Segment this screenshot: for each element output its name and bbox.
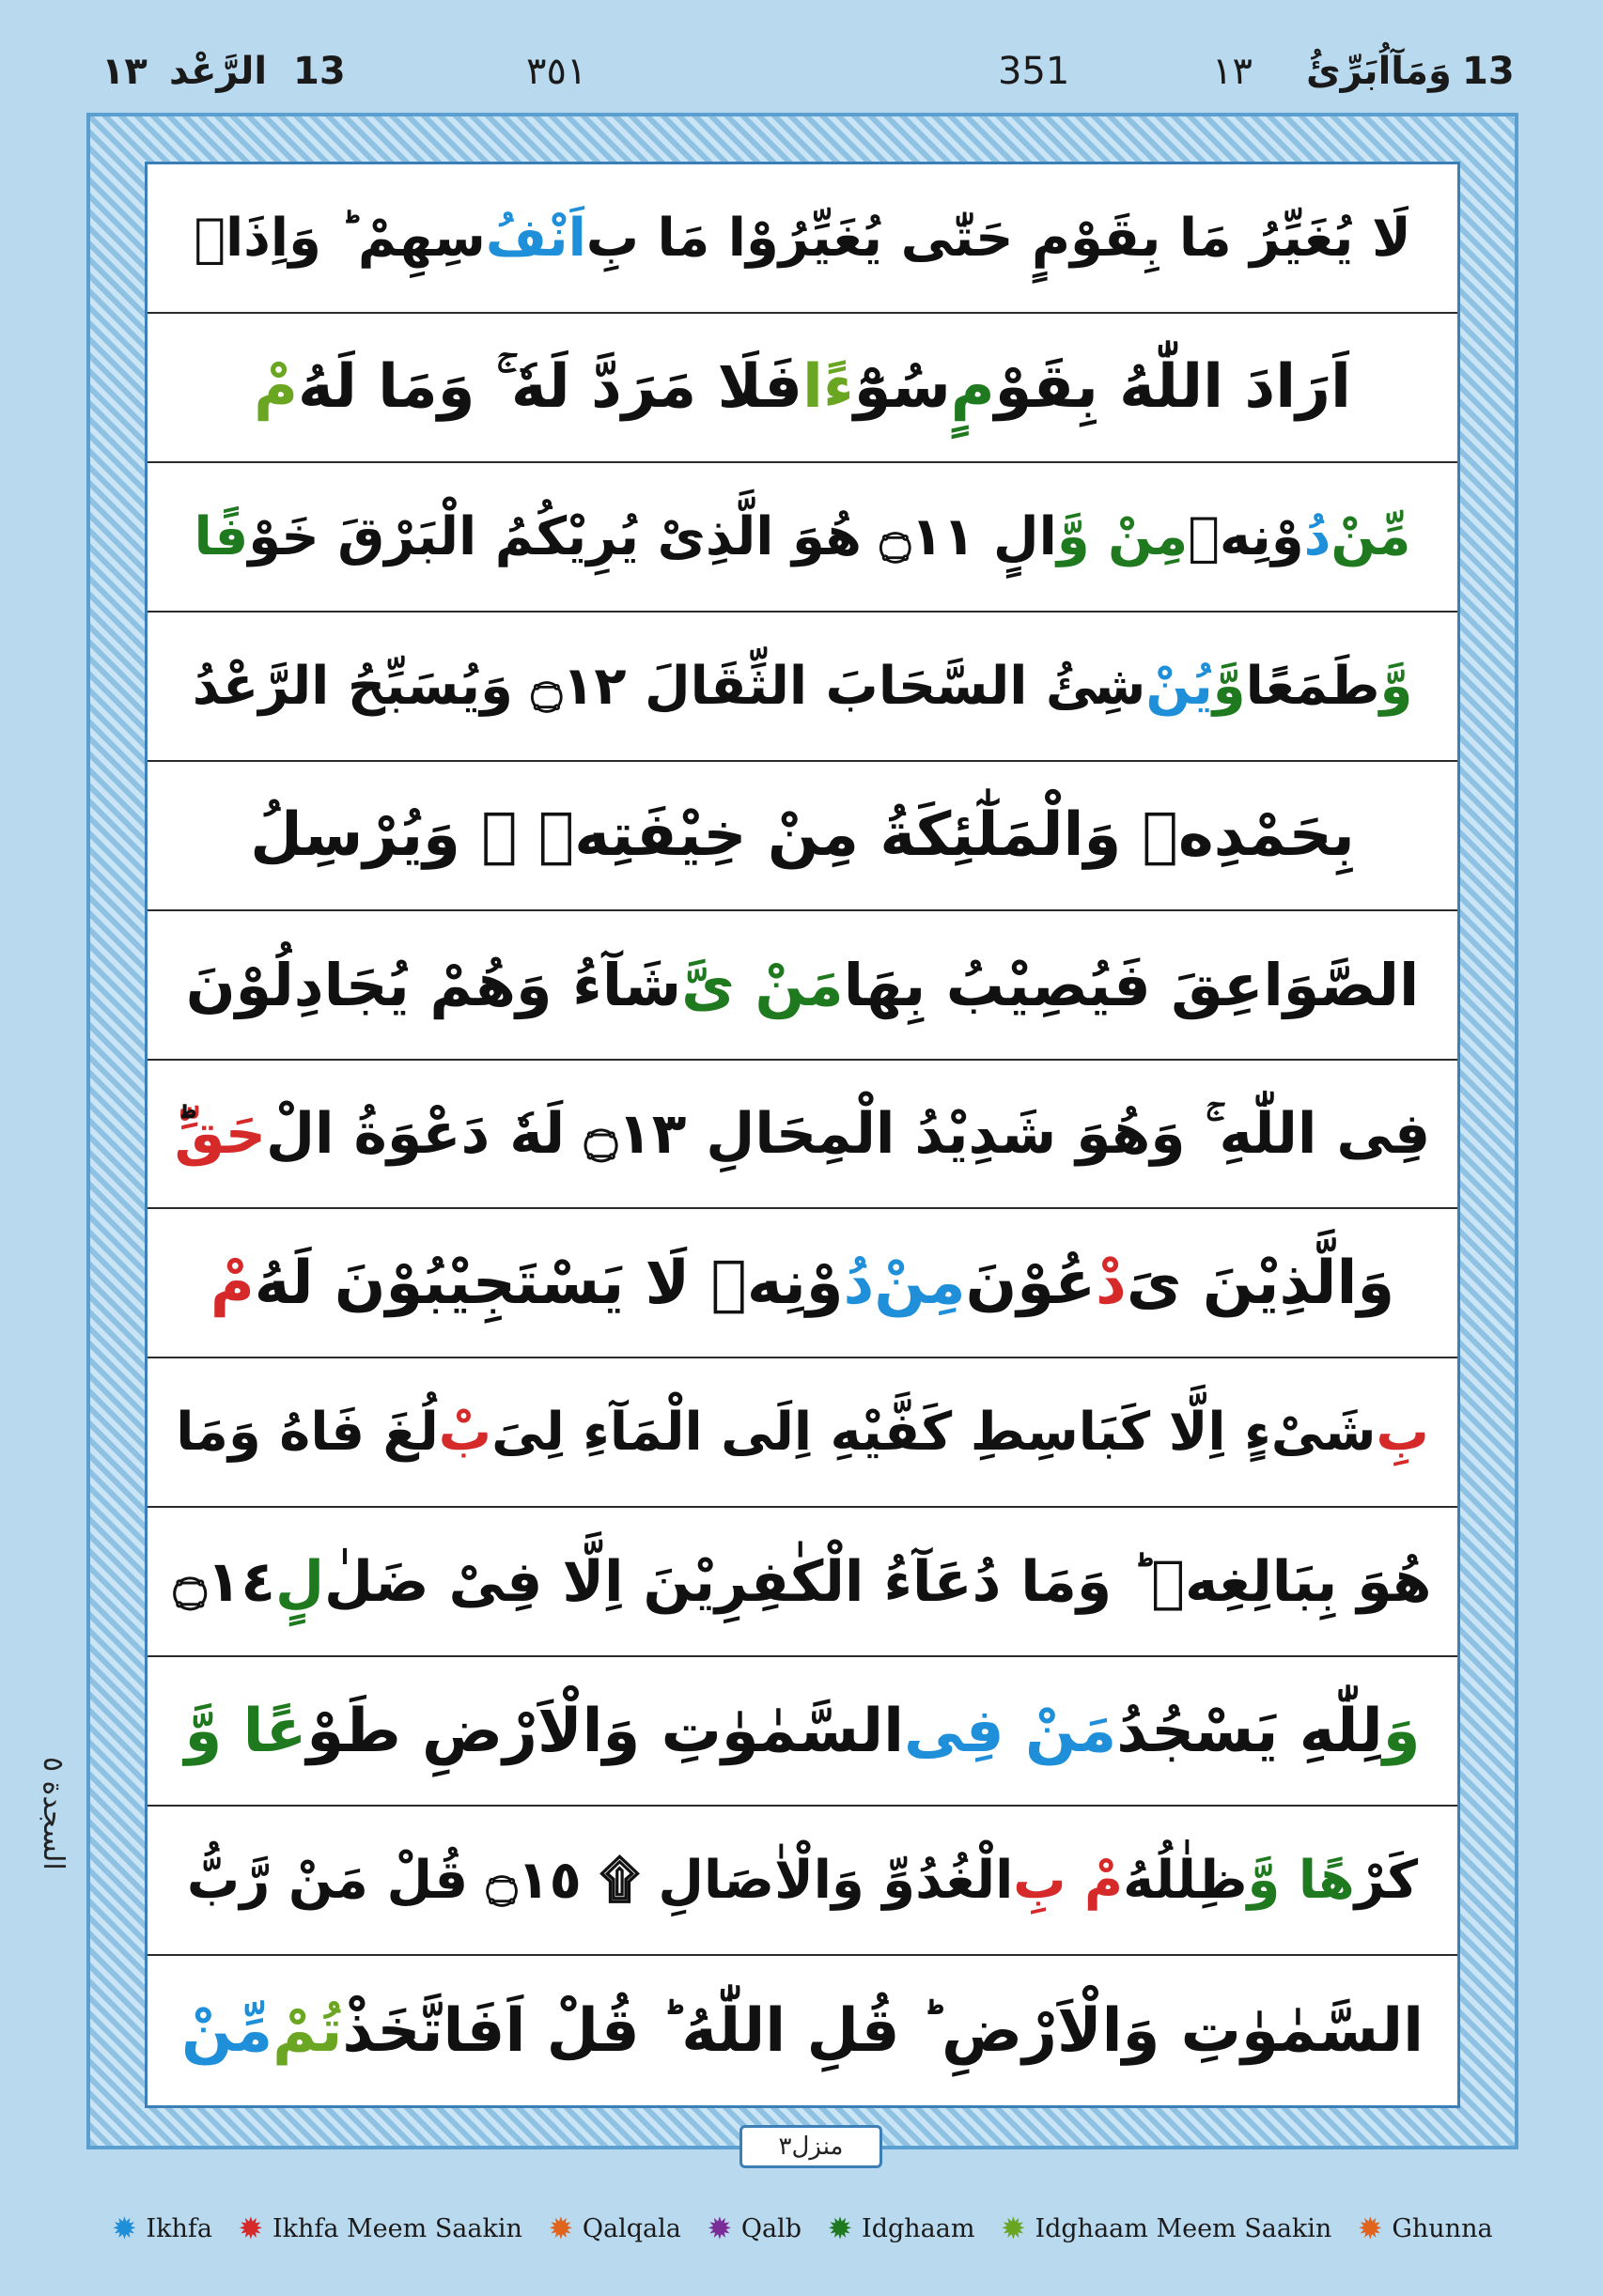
header-right-surah-num-arabic: ١٣ bbox=[101, 50, 148, 93]
verse-segment: هُوَ بِبَالِغِهٖ ؕ وَمَا دُعَآءُ الْكٰفِرِیْنَ اِلَّا فِیْ ضَلٰ bbox=[324, 1548, 1432, 1615]
verse-line bbox=[148, 1508, 1457, 1657]
star-icon: ✹ bbox=[1001, 2211, 1026, 2246]
verse-segment: وْنِهٖ لَا یَسْتَجِیْبُوْنَ لَهُ bbox=[254, 1248, 844, 1318]
sajdah-marginal-note: السجدة ٥ bbox=[37, 1757, 70, 1870]
legend-item bbox=[826, 2211, 975, 2246]
text-panel bbox=[145, 162, 1460, 2108]
star-icon: ✹ bbox=[707, 2211, 733, 2246]
header-right-surah-name: الرَّعْد bbox=[169, 50, 268, 93]
star-icon: ✹ bbox=[112, 2211, 137, 2246]
star-icon: ✹ bbox=[238, 2211, 264, 2246]
star-icon: ✹ bbox=[827, 2211, 853, 2246]
header-right-surah-num: 13 bbox=[293, 50, 346, 93]
star-icon: ✹ bbox=[1357, 2211, 1383, 2246]
ornamental-border bbox=[86, 113, 1518, 2149]
verse-line bbox=[148, 1358, 1457, 1508]
tajweed-legend bbox=[0, 2180, 1603, 2277]
verse-segment: مِّنْ bbox=[180, 1995, 273, 2066]
verse-segment: ءًا bbox=[802, 352, 854, 423]
verse-segment: مٍ bbox=[950, 352, 995, 423]
verse-segment: شَیْءٍ اِلَّا كَبَاسِطِ كَفَّیْهِ اِلَى الْمَآءِ لِیَ bbox=[491, 1402, 1377, 1464]
verse-segment: لِلّٰهِ یَسْجُدُ bbox=[1116, 1696, 1383, 1766]
verse-line bbox=[148, 613, 1457, 762]
verse-segment: مِنْ bbox=[874, 1248, 966, 1318]
verse-line bbox=[148, 164, 1457, 314]
verse-segment: مِّنْ bbox=[1331, 505, 1411, 567]
page-header bbox=[0, 0, 1603, 113]
legend-label: Ikhfa Meem Saakin bbox=[272, 2213, 522, 2243]
verse-segment: طَمَعًا bbox=[1245, 655, 1380, 717]
verse-segment: كَرْ bbox=[1354, 1850, 1419, 1912]
verse-segment: ۝١٤ bbox=[173, 1548, 275, 1615]
verse-segment: لَا يُغَيِّرُ مَا بِقَوْمٍ حَتّٰى يُغَيِّرُوْا مَا بِ bbox=[585, 207, 1411, 269]
verse-segment: السَّمٰوٰتِ وَالْاَرْضِ طَوْ bbox=[306, 1696, 905, 1766]
header-juz-num: 13 bbox=[1462, 50, 1515, 93]
verse-segment: لٍ bbox=[274, 1548, 325, 1615]
verse-segment: سُوْٓ bbox=[853, 352, 951, 423]
verse-segment: یُنْ bbox=[1145, 655, 1213, 717]
verse-segment: الْغُدُوِّ وَالْاٰصَالِ ۩ ۝١٥ قُلْ مَنْ رَّبُّ bbox=[186, 1849, 1014, 1911]
verse-segment: عُوْنَ bbox=[965, 1248, 1097, 1318]
verse-segment: السَّمٰوٰتِ وَالْاَرْضِ ؕ قُلِ اللّٰهُ ؕ قُلْ اَفَاتَّخَذْ bbox=[342, 1995, 1424, 2066]
verse-segment: وْنِهٖ bbox=[1188, 505, 1304, 567]
verse-segment: سِهِمْ ؕ وَاِذَاۤ bbox=[194, 207, 486, 269]
verse-segment: وَّ bbox=[1379, 655, 1413, 717]
legend-label: Idghaam bbox=[862, 2213, 975, 2243]
verse-line bbox=[148, 1061, 1457, 1210]
legend-label: Qalqala bbox=[582, 2213, 681, 2243]
verse-segment: مْ بِ bbox=[1013, 1850, 1124, 1912]
verse-segment: مَنْ فِی bbox=[904, 1696, 1117, 1766]
verse-segment: فِی اللّٰهِ ۚ وَهُوَ شَدِیْدُ الْمِحَالِ ۝١٣ لَهٗ دَعْوَةُ الْ bbox=[265, 1100, 1431, 1167]
verse-segment: بِ bbox=[1376, 1402, 1429, 1464]
legend-item bbox=[237, 2211, 522, 2246]
verse-segment: وَّ bbox=[1212, 655, 1246, 717]
verse-segment: الٍ ۝١١ هُوَ الَّذِیْ یُرِیْكُمُ الْبَرْقَ خَوْ bbox=[248, 505, 1057, 567]
verse-segment: وَالَّذِیْنَ یَ bbox=[1126, 1248, 1395, 1318]
verse-segment: دُ bbox=[1303, 505, 1331, 567]
manzil-badge: منزل٣ bbox=[739, 2125, 882, 2168]
verse-segment: مْ bbox=[254, 352, 298, 423]
verse-segment: تُمْ bbox=[272, 1995, 343, 2066]
verse-segment: مِنْ وَّ bbox=[1056, 505, 1189, 567]
verse-segment: مْ bbox=[210, 1248, 255, 1318]
verse-segment: حَقِّ bbox=[174, 1100, 266, 1167]
verse-line bbox=[148, 1209, 1457, 1358]
verse-segment: دُ bbox=[843, 1248, 875, 1318]
legend-item bbox=[999, 2211, 1332, 2246]
verse-segment: بِحَمْدِهٖ وَالْمَلٰٓئِكَةُ مِنْ خِیْفَتِهٖ ۚ وَیُرْسِلُ bbox=[250, 800, 1355, 871]
verse-segment: هًا وَّ bbox=[1247, 1850, 1355, 1912]
verse-segment: الصَّوَاعِقَ فَیُصِیْبُ بِهَا bbox=[843, 950, 1420, 1019]
verse-segment: وَ bbox=[1382, 1696, 1421, 1766]
verse-segment: ظِلٰلُهُ bbox=[1123, 1850, 1248, 1912]
legend-label: Idghaam Meem Saakin bbox=[1035, 2213, 1332, 2243]
legend-label: Ikhfa bbox=[146, 2213, 212, 2243]
legend-label: Qalb bbox=[740, 2213, 802, 2243]
verse-line bbox=[148, 314, 1457, 463]
verse-segment: شَآءُ وَهُمْ یُجَادِلُوْنَ bbox=[185, 950, 682, 1019]
verse-segment: اَرَادَ اللّٰهُ بِقَوْ bbox=[994, 352, 1351, 423]
verse-line bbox=[148, 911, 1457, 1061]
header-juz-num-arabic: ١٣ bbox=[1212, 50, 1253, 93]
verse-line bbox=[148, 762, 1457, 911]
verse-line bbox=[148, 1657, 1457, 1807]
verse-segment: لُغَ فَاهُ وَمَا bbox=[176, 1402, 439, 1464]
legend-item bbox=[706, 2211, 802, 2246]
header-juz-name: وَمَآاُبَرِّئُ bbox=[1306, 50, 1452, 93]
verse-segment: بْ bbox=[438, 1402, 492, 1464]
legend-label: Ghunna bbox=[1392, 2213, 1493, 2243]
verse-line bbox=[148, 463, 1457, 613]
verse-segment: عًا وَّ bbox=[184, 1696, 307, 1766]
star-icon: ✹ bbox=[548, 2211, 574, 2246]
verse-line bbox=[148, 1807, 1457, 1956]
verse-segment: فَلَا مَرَدَّ لَهٗ ۚ وَمَا لَهُ bbox=[298, 352, 803, 423]
verse-segment: اَنْفُ bbox=[485, 207, 586, 269]
header-page-arabic: ٣٥١ bbox=[526, 50, 587, 93]
legend-item bbox=[1356, 2211, 1493, 2246]
header-page-number: 351 bbox=[998, 50, 1070, 93]
verse-line bbox=[148, 1956, 1457, 2105]
verse-segment: شِئُ السَّحَابَ الثِّقَالَ ۝١٢ وَیُسَبِّحُ الرَّعْدُ bbox=[192, 655, 1146, 717]
verse-segment: مَنْ یَّ bbox=[681, 950, 844, 1019]
legend-item bbox=[547, 2211, 681, 2246]
verse-segment: فًا bbox=[194, 505, 249, 567]
verse-segment: دْ bbox=[1096, 1248, 1127, 1318]
legend-item bbox=[110, 2211, 212, 2246]
